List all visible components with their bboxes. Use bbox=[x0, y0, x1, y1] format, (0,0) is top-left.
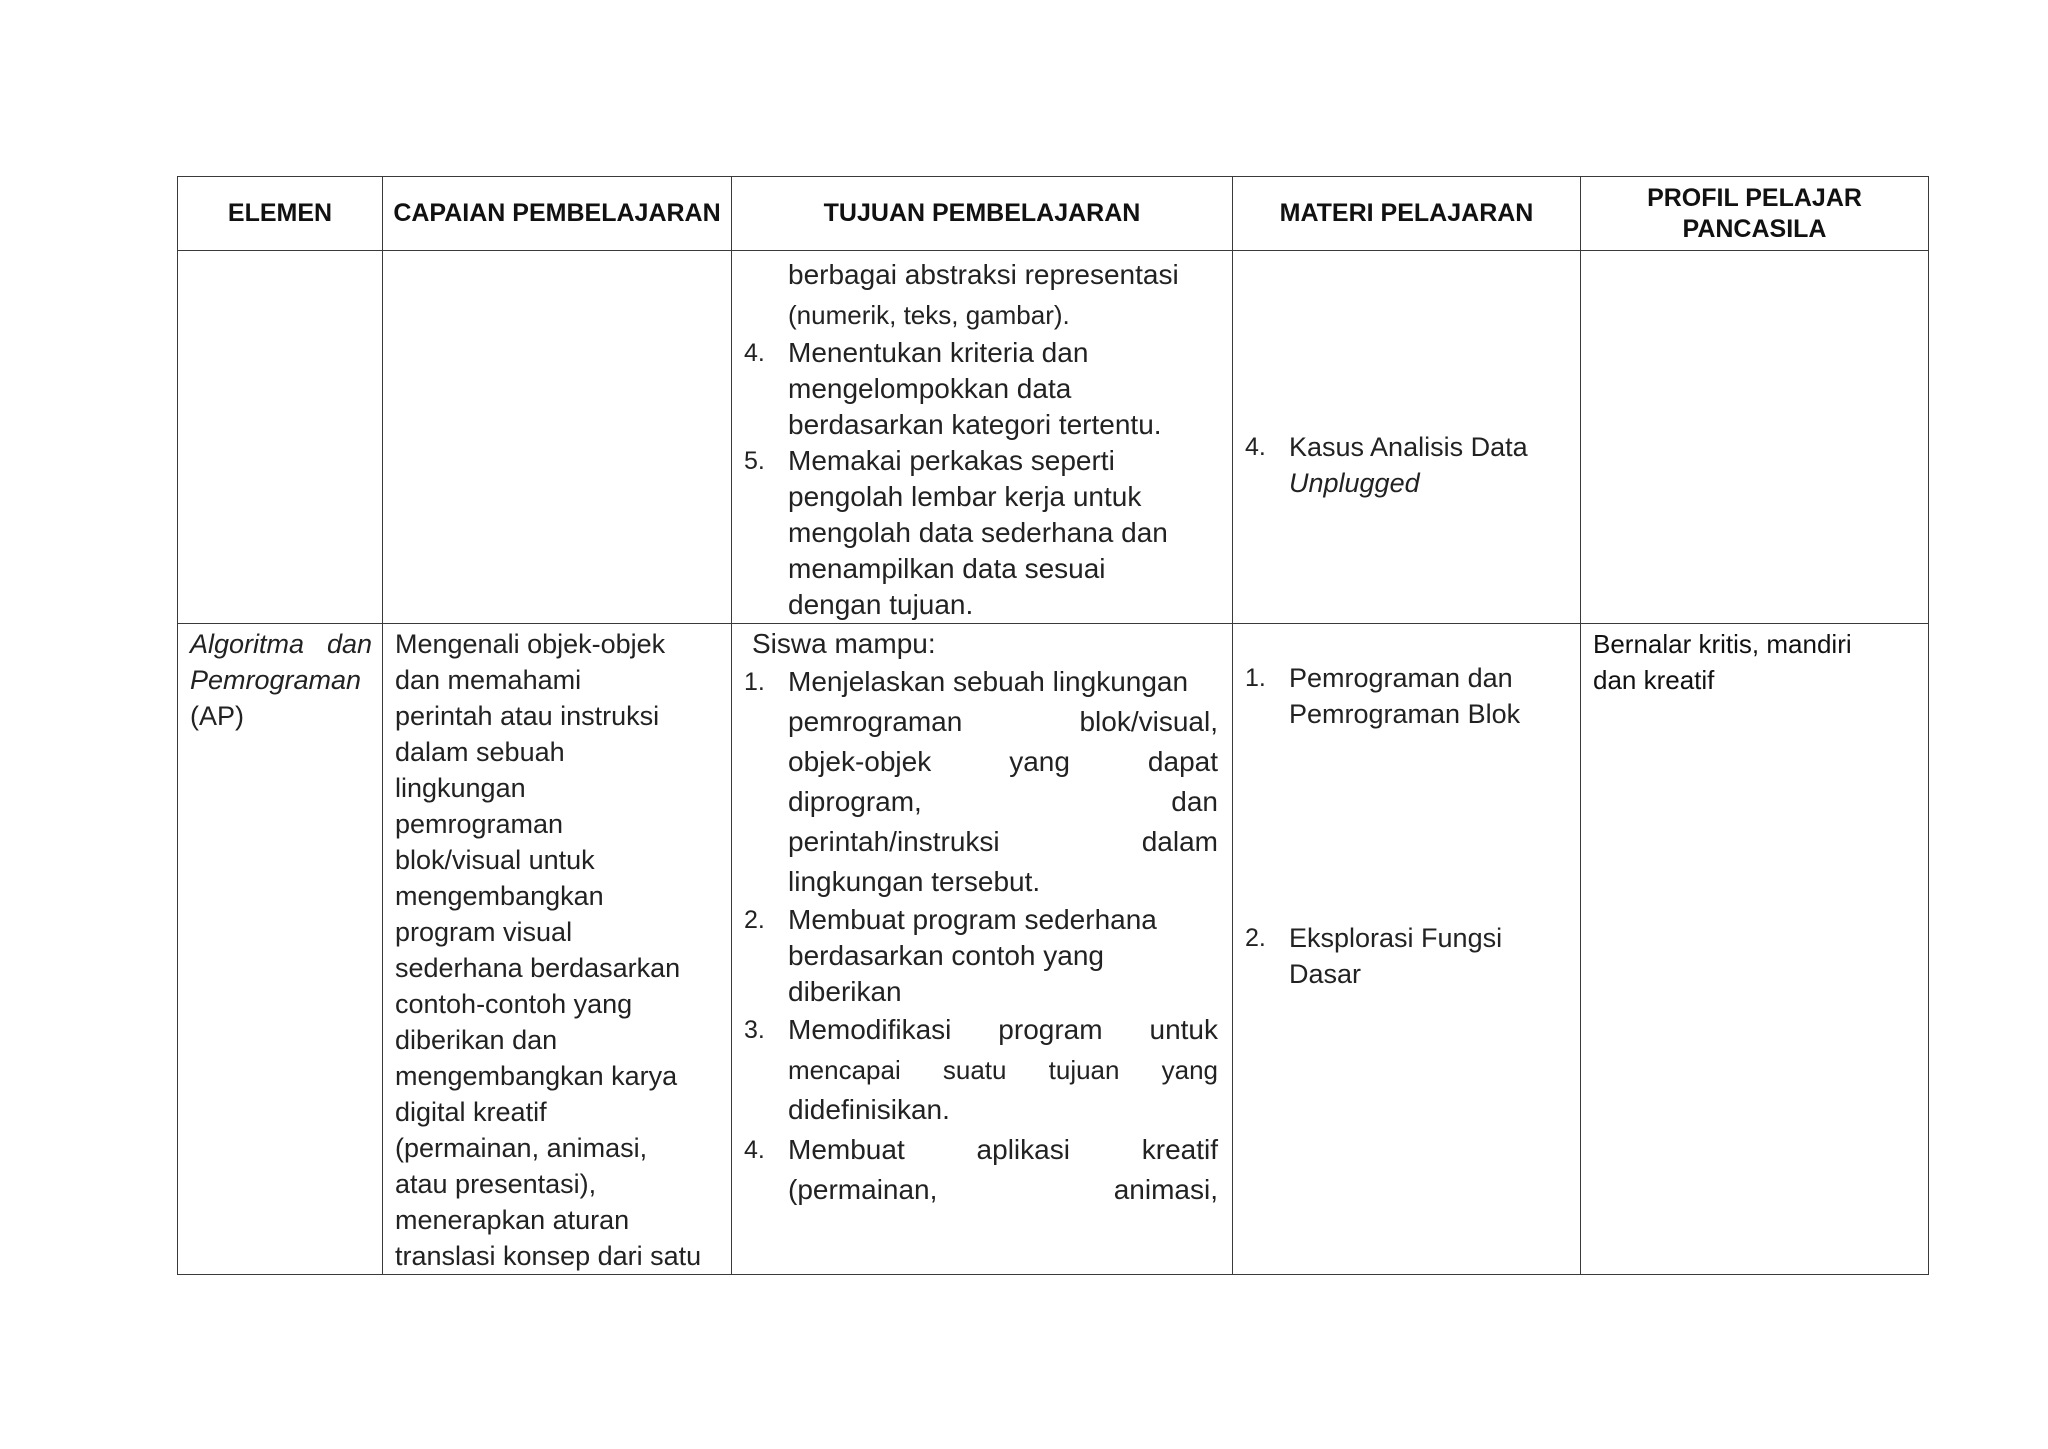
elemen-name: Algoritma dan Pemrograman bbox=[190, 629, 372, 695]
cell-tujuan-continued bbox=[732, 251, 1233, 624]
cell-profil-ap bbox=[1581, 624, 1929, 1275]
cell-profil-empty bbox=[1581, 251, 1929, 624]
list-item-line: pemrograman blok/visual, bbox=[788, 706, 1218, 737]
list-item-line: pengolah lembar kerja untuk bbox=[788, 481, 1142, 512]
table-row-ap bbox=[178, 624, 1929, 1275]
capaian-line: translasi konsep dari satu bbox=[395, 1241, 702, 1271]
cell-materi-continued bbox=[1233, 251, 1581, 624]
list-item-line: berdasarkan kategori tertentu. bbox=[788, 409, 1162, 440]
list-item bbox=[744, 662, 1218, 902]
list-item-line: diberikan bbox=[788, 976, 902, 1007]
list-item-line: mengelompokkan data bbox=[788, 373, 1072, 404]
header-profil bbox=[1581, 177, 1929, 251]
list-item-line: lingkungan tersebut. bbox=[788, 866, 1041, 897]
header-profil-line2: PANCASILA bbox=[1682, 214, 1827, 243]
list-item-line: diprogram, dan bbox=[788, 786, 1218, 817]
list-item-line: dengan tujuan. bbox=[788, 589, 974, 620]
capaian-line: lingkungan bbox=[395, 773, 526, 803]
capaian-line: diberikan dan bbox=[395, 1025, 558, 1055]
header-row bbox=[178, 177, 1929, 251]
list-item-line: berdasarkan contoh yang bbox=[788, 940, 1104, 971]
list-item-line: Memakai perkakas seperti bbox=[788, 445, 1115, 476]
elemen-code: (AP) bbox=[190, 701, 244, 731]
capaian-line: program visual bbox=[395, 917, 573, 947]
header-tujuan: TUJUAN PEMBELAJARAN bbox=[732, 177, 1233, 251]
list-item-line: Kasus Analisis Data bbox=[1289, 432, 1528, 462]
capaian-line: contoh-contoh yang bbox=[395, 989, 633, 1019]
list-item-number: 1. bbox=[744, 668, 765, 696]
capaian-line: Mengenali objek-objek bbox=[395, 629, 666, 659]
curriculum-table bbox=[177, 176, 1929, 1275]
cell-tujuan-ap bbox=[732, 624, 1233, 1275]
capaian-line: digital kreatif bbox=[395, 1097, 547, 1127]
list-item-line: Eksplorasi Fungsi bbox=[1289, 923, 1503, 953]
profil-line: Bernalar kritis, mandiri bbox=[1593, 629, 1852, 659]
list-item-line: Menentukan kriteria dan bbox=[788, 337, 1089, 368]
header-capaian: CAPAIAN PEMBELAJARAN bbox=[383, 177, 732, 251]
list-item bbox=[744, 443, 1218, 623]
capaian-line: blok/visual untuk bbox=[395, 845, 595, 875]
table-row-continued bbox=[178, 251, 1929, 624]
capaian-line: mengembangkan bbox=[395, 881, 604, 911]
tujuan-intro: Siswa mampu: bbox=[752, 628, 936, 659]
list-item-line: didefinisikan. bbox=[788, 1094, 950, 1125]
list-item-number: 5. bbox=[744, 447, 765, 475]
list-item bbox=[744, 1010, 1218, 1130]
capaian-line: menerapkan aturan bbox=[395, 1205, 630, 1235]
tujuan-intro-line1: berbagai abstraksi representasi bbox=[788, 259, 1179, 290]
cell-elemen-ap bbox=[178, 624, 383, 1275]
header-elemen: ELEMEN bbox=[178, 177, 383, 251]
list-item-number: 4. bbox=[744, 339, 765, 367]
list-item-line: perintah/instruksi dalam bbox=[788, 826, 1218, 857]
capaian-line: atau presentasi), bbox=[395, 1169, 597, 1199]
list-item bbox=[1245, 920, 1566, 992]
list-item-line: Pemrograman Blok bbox=[1289, 699, 1521, 729]
list-item-line: Menjelaskan sebuah lingkungan bbox=[788, 666, 1189, 697]
list-item-line: Pemrograman dan bbox=[1289, 663, 1513, 693]
list-item-line: Membuat aplikasi kreatif bbox=[788, 1134, 1218, 1165]
list-item-number: 3. bbox=[744, 1016, 765, 1044]
list-item-line: Unplugged bbox=[1289, 468, 1420, 498]
list-item-line: Dasar bbox=[1289, 959, 1362, 989]
list-item bbox=[744, 335, 1218, 443]
list-item-line: menampilkan data sesuai bbox=[788, 553, 1106, 584]
list-item-line: objek-objek yang dapat bbox=[788, 746, 1218, 777]
list-item-number: 1. bbox=[1245, 664, 1266, 692]
profil-line: dan kreatif bbox=[1593, 665, 1715, 695]
list-item-number: 4. bbox=[744, 1136, 765, 1164]
capaian-line: dalam sebuah bbox=[395, 737, 565, 767]
cell-capaian-ap bbox=[383, 624, 732, 1275]
list-item-line: mengolah data sederhana dan bbox=[788, 517, 1168, 548]
cell-materi-ap bbox=[1233, 624, 1581, 1275]
capaian-line: (permainan, animasi, bbox=[395, 1133, 648, 1163]
capaian-line: pemrograman bbox=[395, 809, 564, 839]
capaian-line: sederhana berdasarkan bbox=[395, 953, 681, 983]
capaian-line: dan memahami bbox=[395, 665, 582, 695]
tujuan-intro-line2: (numerik, teks, gambar). bbox=[788, 300, 1070, 330]
cell-capaian-empty bbox=[383, 251, 732, 624]
list-item-number: 2. bbox=[1245, 924, 1266, 952]
list-item-number: 4. bbox=[1245, 433, 1266, 461]
list-item bbox=[744, 1130, 1218, 1210]
list-item bbox=[1245, 660, 1566, 732]
cell-elemen-empty bbox=[178, 251, 383, 624]
list-item-line: Memodifikasi program untuk bbox=[788, 1014, 1218, 1045]
capaian-line: perintah atau instruksi bbox=[395, 701, 660, 731]
list-item bbox=[1245, 429, 1566, 501]
list-item-line: mencapai suatu tujuan yang bbox=[788, 1055, 1218, 1085]
list-item-line: Membuat program sederhana bbox=[788, 904, 1157, 935]
list-item-line: (permainan, animasi, bbox=[788, 1174, 1218, 1205]
list-item bbox=[744, 902, 1218, 1010]
header-materi: MATERI PELAJARAN bbox=[1233, 177, 1581, 251]
header-profil-line1: PROFIL PELAJAR bbox=[1647, 183, 1862, 212]
capaian-line: mengembangkan karya bbox=[395, 1061, 678, 1091]
list-item-number: 2. bbox=[744, 906, 765, 934]
